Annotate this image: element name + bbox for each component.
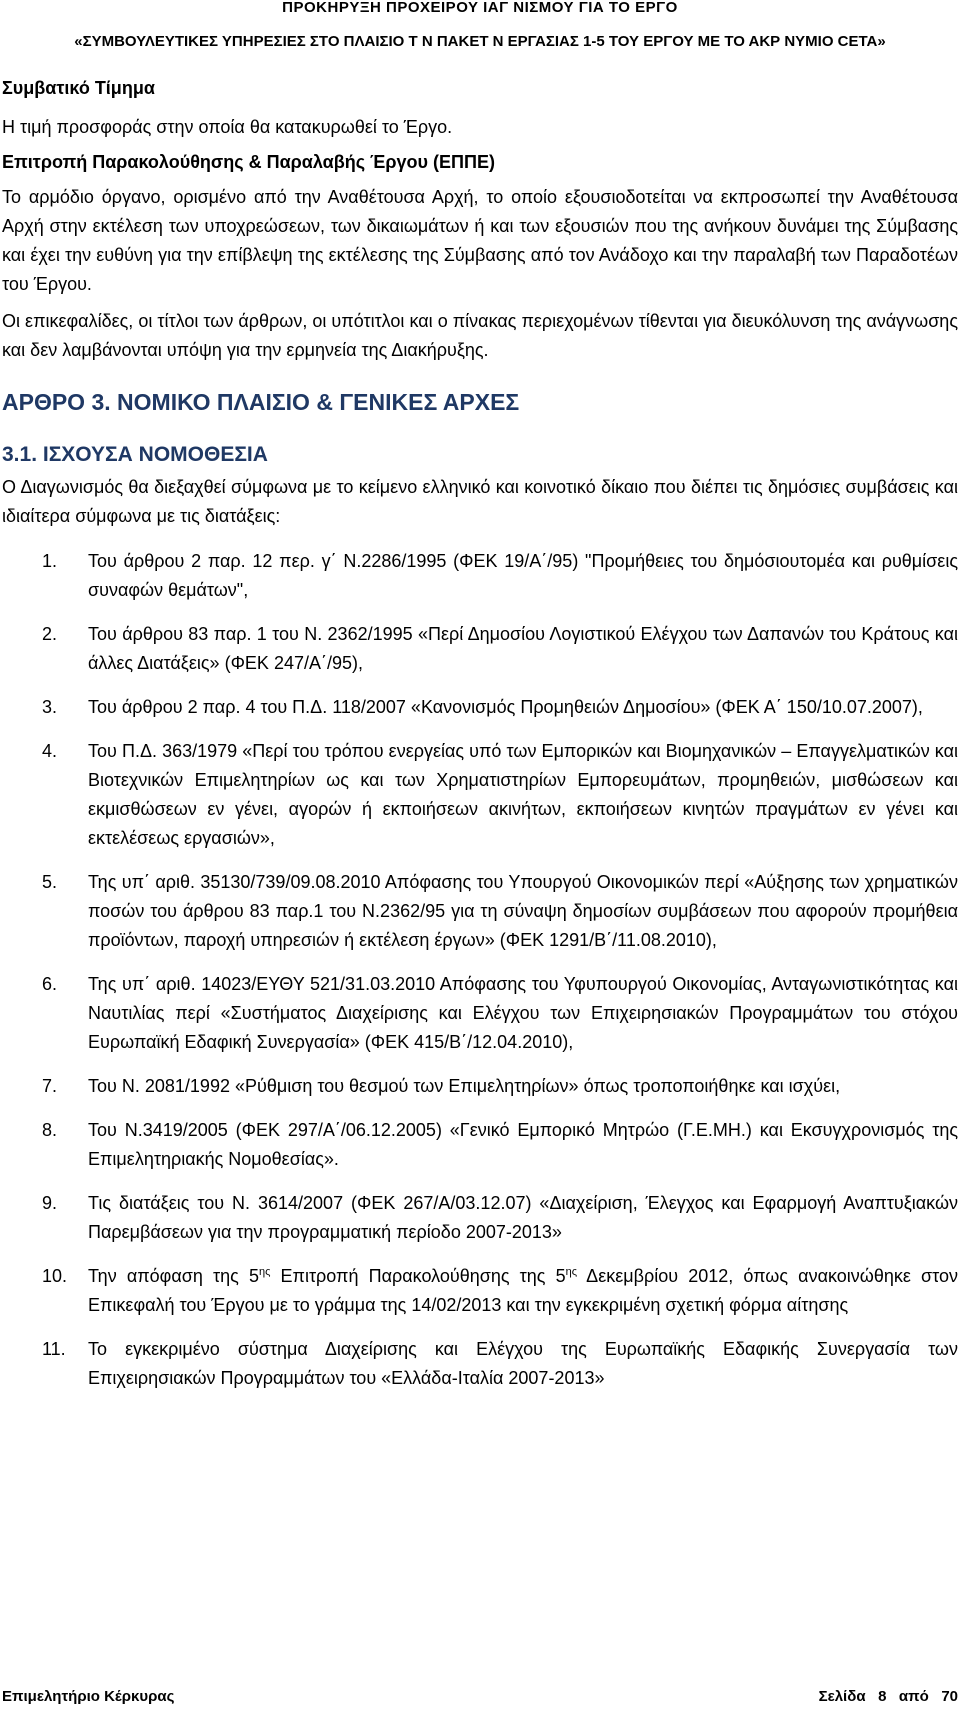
list-item-text: Της υπ΄ αριθ. 35130/739/09.08.2010 Απόφασης του Υπουργού Οικονομικών περί «Αύξησης των χρηματικών ποσών του άρθρου 83 παρ.1 του Ν.2362/95 για τη σύναψη δημοσίων συμβάσεων που αφορούν προμήθεια προϊόντων, παροχή υπηρεσιών ή εκτέλεση έργων» (ΦΕΚ 1291/Β΄/11.08.2010), bbox=[88, 872, 958, 950]
list-item-text: Του άρθρου 2 παρ. 4 του Π.Δ. 118/2007 «Κανονισμός Προμηθειών Δημοσίου» (ΦΕΚ Α΄ 150/10.07.2007), bbox=[88, 697, 923, 717]
list-item-text: Του Ν. 2081/1992 «Ρύθμιση του θεσμού των Επιμελητηρίων» όπως τροποποιήθηκε και ισχύει, bbox=[88, 1076, 841, 1096]
list-item-number: 2. bbox=[42, 624, 58, 644]
header-line-2: «ΣΥΜΒΟΥΛΕΥΤΙΚΕΣ ΥΠΗΡΕΣΙΕΣ ΣΤΟ ΠΛΑΙΣΙΟ Τ Ν ΠΑΚΕΤ Ν ΕΡΓΑΣΙΑΣ 1-5 ΤΟΥ ΕΡΓΟΥ ΜΕ ΤΟ ΑΚΡ ΝΥΜΙΟ CETA» bbox=[74, 33, 886, 50]
list-item-number: 11. bbox=[42, 1339, 66, 1359]
list-item-number: 8. bbox=[42, 1120, 58, 1140]
list-item-number: 3. bbox=[42, 697, 58, 717]
list-item bbox=[2, 547, 958, 605]
page-label: Σελίδα bbox=[818, 1688, 866, 1705]
superscript: ης bbox=[565, 1266, 578, 1278]
header-line-1: ΠΡΟΚΗΡΥΞΗ ΠΡΟΧΕΙΡΟΥ ΙΑΓ ΝΙΣΜΟΥ ΓΙΑ ΤΟ ΕΡΓΟ bbox=[282, 0, 678, 16]
superscript: ης bbox=[258, 1266, 271, 1278]
page-number bbox=[819, 1688, 958, 1705]
document-body bbox=[2, 74, 958, 1408]
page-current: 8 bbox=[878, 1688, 887, 1705]
article-title: ΑΡΘΡΟ 3. ΝΟΜΙΚΟ ΠΛΑΙΣΙΟ & ΓΕΝΙΚΕΣ ΑΡΧΕΣ bbox=[2, 389, 520, 415]
list-item-number: 6. bbox=[42, 974, 58, 994]
list-item-text-part: Δεκεμβρίου 2012, όπως ανακοινώθηκε στον Επικεφαλή του Έργου με το γράμμα της 14/02/2013 και την εγκεκριμένη σχετική φόρμα αίτησης bbox=[88, 1266, 958, 1315]
page-of-label: από bbox=[898, 1688, 929, 1705]
list-item-number: 5. bbox=[42, 872, 58, 892]
section-intro: Ο Διαγωνισμός θα διεξαχθεί σύμφωνα με το κείμενο ελληνικό και κοινοτικό δίκαιο που διέπει τις δημόσιες συμβάσεις και ιδιαίτερα σύμφωνα με τις διατάξεις: bbox=[2, 477, 958, 526]
list-item-number: 4. bbox=[42, 741, 58, 761]
list-item-text: Του Π.Δ. 363/1979 «Περί του τρόπου ενεργείας υπό των Εμπορικών και Βιομηχανικών – Επαγγελματικών και Βιοτεχνικών Επιμελητηρίων ως και των Χρηματιστηρίων Εμπορευμάτων, προμηθειών, μισθώσεων και εκμισθώσεων εν γένει, αγορών ή εκποιήσεων ακινήτων, εκποιήσεων κινητών πραγμάτων εν γένει και εκτελέσεως εργασιών», bbox=[88, 741, 958, 848]
list-item bbox=[2, 1335, 958, 1393]
list-item bbox=[2, 1189, 958, 1247]
list-item bbox=[2, 737, 958, 853]
definition-text: Το αρμόδιο όργανο, ορισμένο από την Αναθέτουσα Αρχή, το οποίο εξουσιοδοτείται να εκπροσωπεί την Αναθέτουσα Αρχή στην εκτέλεση των υποχρεώσεων, των δικαιωμάτων ή και των εξουσιών που της ανήκουν δυνάμει της Σύμβασης και έχει την ευθύνη για την επίβλεψη της εκτέλεσης της Σύμβασης από τον Ανάδοχο και την παραλαβή των Παραδοτέων του Έργου. bbox=[2, 187, 958, 294]
section-title: 3.1. ΙΣΧΟΥΣΑ ΝΟΜΟΘΕΣΙΑ bbox=[2, 443, 268, 466]
legislation-list bbox=[2, 547, 958, 1393]
list-item bbox=[2, 868, 958, 955]
list-item-number: 7. bbox=[42, 1076, 58, 1096]
list-item bbox=[2, 970, 958, 1057]
list-item bbox=[2, 1072, 958, 1101]
list-item-text: Του άρθρου 83 παρ. 1 του Ν. 2362/1995 «Περί Δημοσίου Λογιστικού Ελέγχου των Δαπανών του Κράτους και άλλες Διατάξεις» (ΦΕΚ 247/Α΄/95), bbox=[88, 624, 958, 673]
list-item bbox=[2, 1262, 958, 1320]
list-item-number: 9. bbox=[42, 1193, 58, 1213]
list-item-text: Τις διατάξεις του Ν. 3614/2007 (ΦΕΚ 267/Α/03.12.07) «Διαχείριση, Έλεγχος και Εφαρμογή Αναπτυξιακών Παρεμβάσεων για την προγραμματική περίοδο 2007-2013» bbox=[88, 1193, 958, 1242]
list-item bbox=[2, 1116, 958, 1174]
list-item bbox=[2, 693, 958, 722]
page-total: 70 bbox=[941, 1688, 958, 1705]
list-item-text: Της υπ΄ αριθ. 14023/ΕΥΘΥ 521/31.03.2010 Απόφασης του Υφυπουργού Οικονομίας, Ανταγωνιστικότητας και Ναυτιλίας περί «Συστήματος Διαχείρισης και Ελέγχου των Επιχειρησιακών Προγραμμάτων του στόχου Ευρωπαϊκή Εδαφική Συνεργασία» (ΦΕΚ 415/Β΄/12.04.2010), bbox=[88, 974, 958, 1052]
list-item-number: 1. bbox=[42, 551, 58, 571]
list-item bbox=[2, 620, 958, 678]
list-item-text-part: Επιτροπή Παρακολούθησης της 5 bbox=[270, 1266, 566, 1286]
definition-term: Επιτροπή Παρακολούθησης & Παραλαβής Έργου (ΕΠΠΕ) bbox=[2, 152, 496, 172]
list-item-text: Του άρθρου 2 παρ. 12 περ. γ΄ Ν.2286/1995 (ΦΕΚ 19/Α΄/95) "Προμήθειες του δημόσιουτομέα και ρυθμίσεις συναφών θεμάτων", bbox=[88, 551, 958, 600]
list-item-number: 10. bbox=[42, 1266, 68, 1286]
list-item-text: Του Ν.3419/2005 (ΦΕΚ 297/Α΄/06.12.2005) «Γενικό Εμπορικό Μητρώο (Γ.Ε.ΜΗ.) και Εκσυγχρονισμός της Επιμελητηριακής Νομοθεσίας». bbox=[88, 1120, 958, 1169]
definition-text: Η τιμή προσφοράς στην οποία θα κατακυρωθεί το Έργο. bbox=[2, 117, 453, 137]
list-item-text: Το εγκεκριμένο σύστημα Διαχείρισης και Ελέγχου της Ευρωπαϊκής Εδαφικής Συνεργασία των Επιχειρησιακών Προγραμμάτων του «Ελλάδα-Ιταλία 2007-2013» bbox=[88, 1339, 958, 1388]
list-item-text-part: Την απόφαση της 5 bbox=[88, 1266, 259, 1286]
note-paragraph: Οι επικεφαλίδες, οι τίτλοι των άρθρων, οι υπότιτλοι και ο πίνακας περιεχομένων τίθενται για διευκόλυνση της ανάγνωσης και δεν λαμβάνονται υπόψη για την ερμηνεία της Διακήρυξης. bbox=[2, 311, 958, 360]
definition-term: Συμβατικό Τίμημα bbox=[2, 78, 155, 98]
footer-organization: Επιμελητήριο Κέρκυρας bbox=[2, 1688, 175, 1705]
